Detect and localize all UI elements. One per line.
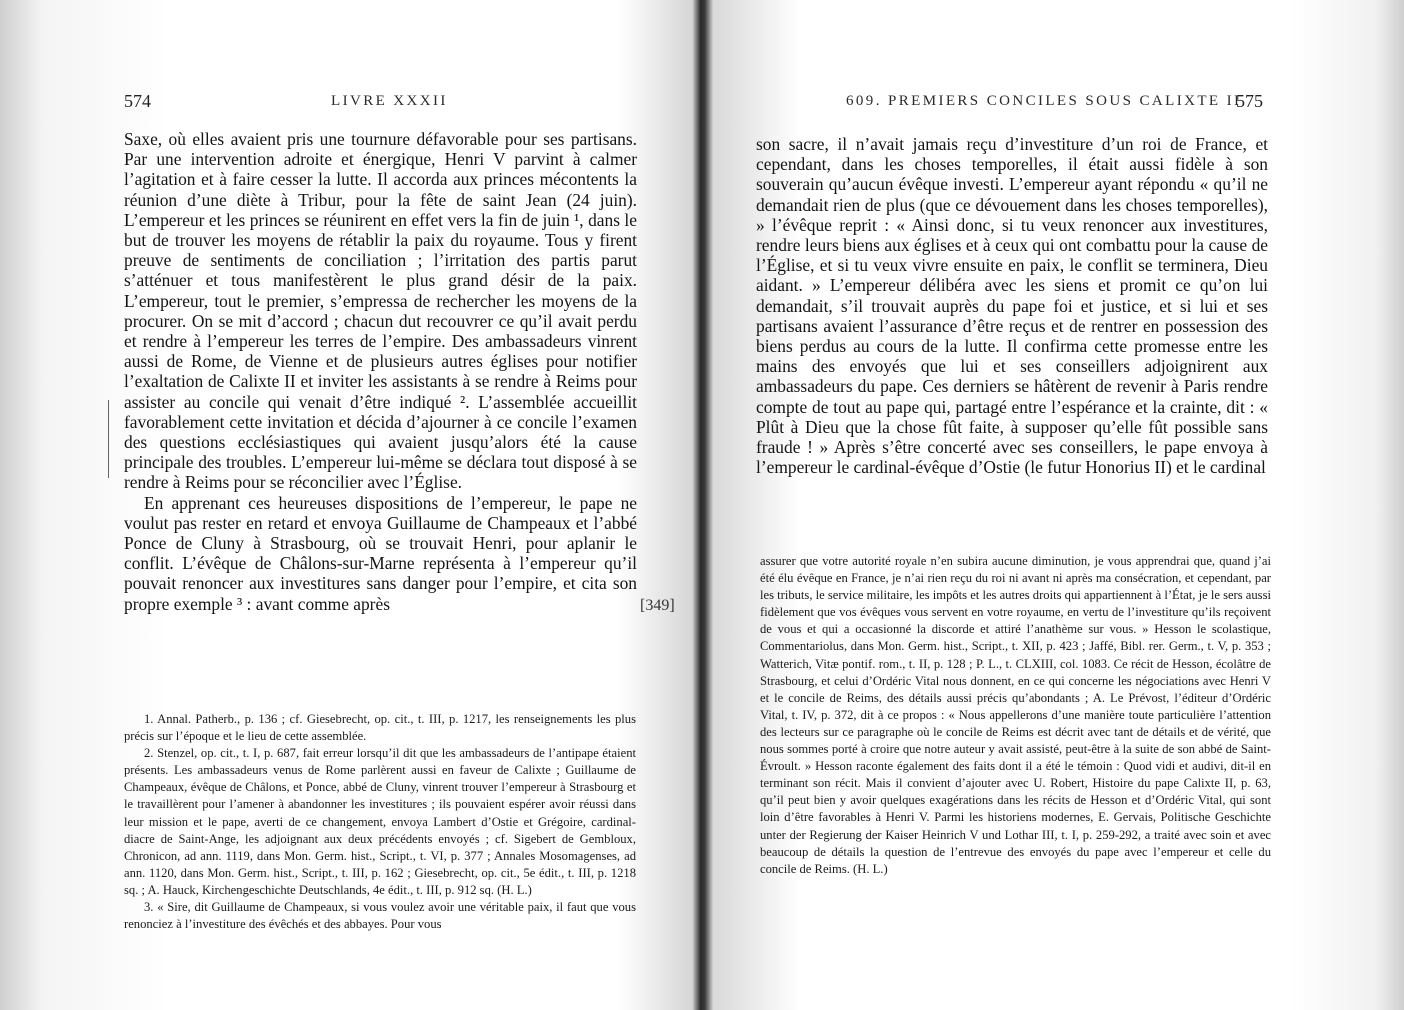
left-running-head: LIVRE XXXII xyxy=(331,93,448,109)
right-footnotes xyxy=(760,553,1271,878)
footnote-3: 3. « Sire, dit Guillaume de Champeaux, si vous voulez avoir une véritable paix, il faut que vous renonciez à l’investiture des évêchés et des abbayes. Pour vous xyxy=(124,900,636,932)
left-paragraph-2: En apprenant ces heureuses dispositions de l’empereur, le pape ne voulut pas rester en retard et envoya Guillaume de Champeaux et l’abbé Ponce de Cluny à Strasbourg, où se trouvait Henri, pour aplanir le conflit. L’évêque de Châlons-sur-Marne représenta à l’empereur qu’il pouvait renoncer aux investitures sans danger pour l’empire, et cita son propre exemple ³ : avant comme après xyxy=(124,492,637,614)
left-paragraph-1: Saxe, où elles avaient pris une tournure défavorable pour ses partisans. Par une intervention adroite et énergique, Henri V parvint à calmer l’agitation et à faire cesser la lutte. Il accorda aux princes mécontents la réunion d’une diète à Tribur, pour la fête de saint Jean (24 juin). L’empereur et les princes se réunirent en effet vers la fin de juin ¹, dans le but de trouver les moyens de rétablir la paix du royaume. Tous y firent preuve de sentiments de conciliation ; l’irritation des partis parut s’atténuer et tous manifestèrent le plus grand désir de la paix. L’empereur, tout le premier, s’empressa de rechercher les moyens de la procurer. On se mit d’accord ; chacun dut recouvrer ce qu’il avait perdu et rendre à l’empereur les terres de l’empire. Des ambassadeurs vinrent aussi de Rome, de Vienne et de plusieurs autres églises pour notifier l’exaltation de Calixte II et inviter les assistants à se rendre à Reims pour assister au concile qui venait d’être indiqué ². L’assemblée accueillit favorablement cette invitation et décida d’ajourner à ce concile l’examen des questions ecclésiastiques qui avaient jusqu’alors été la cause principale des troubles. L’empereur lui-même se déclara tout disposé à se rendre à Reims pour se réconcilier avec l’Église. xyxy=(124,129,637,493)
left-footnotes xyxy=(124,711,636,933)
right-page-number: 575 xyxy=(1236,91,1263,111)
footnote-3-continuation: assurer que votre autorité royale n’en subira aucune diminution, je vous apprendrai que, quand j’ai été élu évêque en France, je n’ai rien reçu du roi ni avant ni après ma consécration, et cependant, par les tributs, le service militaire, les impôts et les autres droits qui appartiennent à l’État, je le sers aussi fidèlement que vos évêques vous servent en votre royaume, en vertu de l’investiture qu’ils reçoivent de vous et qui a occasionné la discorde et attiré l’anathème sur vous. » Hesson le scolastique, Commentariolus, dans Mon. Germ. hist., Script., t. XII, p. 423 ; Jaffé, Bibl. rer. Germ., t. V, p. 353 ; Watterich, Vitæ pontif. rom., t. II, p. 128 ; P. L., t. CLXIII, col. 1083. Ce récit de Hesson, écolâtre de Strasbourg, et celui d’Ordéric Vital nous donnent, en ce qui concerne les négociations avec Henri V et le concile de Reims, des détails aussi précis qu’abondants ; A. Le Prévost, l’éditeur d’Ordéric Vital, t. IV, p. 372, dit à ce propos : « Nous appellerons d’une manière toute particulière l’attention des lecteurs sur ce paragraphe où le concile de Reims est décrit avec tant de détails et de vérité, que nous sommes porté à croire que notre auteur y avait assisté, peut-être à la suite de son abbé de Saint-Évroult. » Hesson raconte également des faits dont il a été le témoin : Quod vidi et audivi, dit-il en terminant son récit. Mais il convient d’ajouter avec U. Robert, Histoire du pape Calixte II, p. 63, qu’il peut bien y avoir quelques exagérations dans les récits de Hesson et d’Ordéric Vital, qui sont loin d’être favorables à Henri V. Parmi les historiens modernes, E. Gervais, Politische Geschichte unter der Regierung der Kaiser Heinrich V und Lothar III, t. I, p. 259-292, a traité avec soin et avec beaucoup de détails la question de l’entrevue des envoyés du pape avec l’empereur et celle du concile de Reims. (H. L.) xyxy=(760,554,1271,876)
right-running-head: 609. PREMIERS CONCILES SOUS CALIXTE II xyxy=(846,93,1242,109)
margin-mark xyxy=(108,400,109,478)
left-page-number: 574 xyxy=(124,91,151,111)
left-page-body xyxy=(124,129,637,614)
right-page-body xyxy=(756,134,1268,477)
footnote-2: 2. Stenzel, op. cit., t. I, p. 687, fait erreur lorsqu’il dit que les ambassadeurs de l’antipape étaient présents. Les ambassadeurs venus de Rome parlèrent aussi en faveur de Calixte ; Guillaume de Champeaux, évêque de Châlons, et Ponce, abbé de Cluny, vinrent trouver l’empereur à Strasbourg et le travaillèrent pour l’amener à abandonner les investitures ; ils pouvaient espérer avoir réussi dans leur mission et le pape, averti de ce changement, envoya Lambert d’Ostie et Grégoire, cardinal-diacre de Saint-Ange, les adjoignant aux deux précédents envoyés ; cf. Sigebert de Gembloux, Chronicon, ad ann. 1119, dans Mon. Germ. hist., Script., t. VI, p. 377 ; Annales Mosomagenses, ad ann. 1120, dans Mon. Germ. hist., Script., t. III, p. 162 ; Giesebrecht, op. cit., 5e édit., t. III, p. 1218 sq. ; A. Hauck, Kirchengeschichte Deutschlands, 4e édit., t. III, p. 912 sq. (H. L.) xyxy=(124,746,636,897)
margin-page-reference: [349] xyxy=(640,597,675,614)
footnote-1: 1. Annal. Patherb., p. 136 ; cf. Giesebrecht, op. cit., t. III, p. 1217, les renseignements les plus précis sur l’époque et le lieu de cette assemblée. xyxy=(124,712,636,744)
right-paragraph-1: son sacre, il n’avait jamais reçu d’investiture d’un roi de France, et cependant, dans les choses temporelles, il était aussi fidèle à son souverain qu’aucun évêque investi. L’empereur ayant répondu « qu’il ne demandait rien de plus (que ce dévouement dans les choses temporelles), » l’évêque reprit : « Ainsi donc, si tu veux renoncer aux investitures, rendre leurs biens aux églises et à ceux qui ont combattu pour la cause de l’Église, et si tu veux vivre ensuite en paix, le conflit se terminera, Dieu aidant. » L’empereur délibéra avec les siens et promit ce qu’on lui demandait, s’il trouvait auprès du pape foi et justice, et si lui et ses partisans avaient l’assurance d’être reçus et de rentrer en possession des biens perdus au cours de la lutte. Il confirma cette promesse entre les mains des envoyés que lui et ses conseillers adjoignirent aux ambassadeurs du pape. Ces derniers se hâtèrent de revenir à Paris rendre compte de tout au pape qui, partagé entre l’espérance et la crainte, dit : « Plût à Dieu que la chose fût faite, à supposer qu’elle fût possible sans fraude ! » Après s’être concerté avec ses conseillers, le pape envoya à l’empereur le cardinal-évêque d’Ostie (le futur Honorius II) et le cardinal xyxy=(756,134,1268,478)
